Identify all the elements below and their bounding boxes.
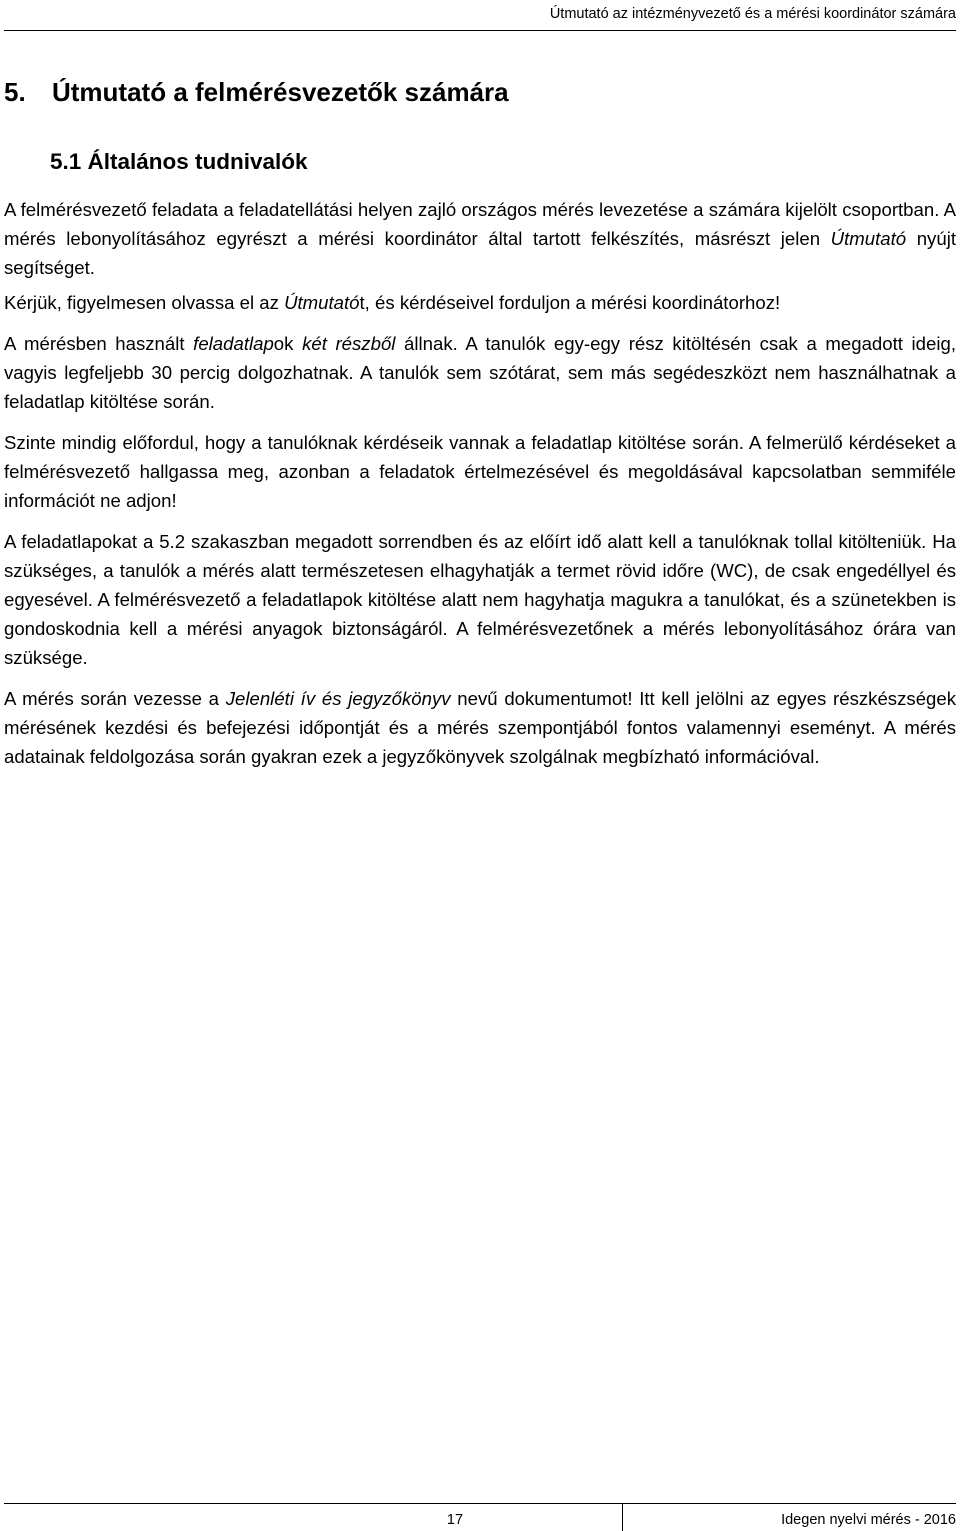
footer-rule: [4, 1503, 956, 1504]
section-title: Útmutató a felmérésvezetők számára: [52, 77, 509, 107]
paragraph-3: A mérésben használt feladatlapok két részből állnak. A tanulók egy-egy rész kitöltésén csak a megadott ideig, vagyis legfeljebb 30 percig dolgozhatnak. A tanulók sem szótárat, sem más segédeszközt nem használhatnak a feladatlap kitöltése során.: [4, 333, 956, 412]
paragraph-1: A felmérésvezető feladata a feladatellátási helyen zajló országos mérés levezetése a számára kijelölt csoportban. A mérés lebonyolításához egyrészt a mérési koordinátor által tartott felkészítés, másrészt jelen Útmutató nyújt segítséget.: [4, 199, 956, 278]
running-header: Útmutató az intézményvezető és a mérési koordinátor számára: [549, 6, 956, 22]
subsection-heading: 5.1 Általános tudnivalók: [50, 149, 308, 174]
emphasis-utmutato-2: Útmutató: [284, 292, 360, 313]
emphasis-jelenleti-iv: Jelenléti ív és jegyzőkönyv: [225, 688, 451, 709]
paragraph-2: Kérjük, figyelmesen olvassa el az Útmutatót, és kérdéseivel forduljon a mérési koordinátorhoz!: [4, 292, 781, 313]
header-rule: [4, 30, 956, 31]
paragraph-5: A feladatlapokat a 5.2 szakaszban megadott sorrendben és az előírt idő alatt kell a tanulóknak tollal kitölteniük. Ha szükséges, a tanulók a mérés alatt természetesen elhagyhatják a termet rövid időre (WC), de csak engedéllyel és egyesével. A felmérésvezető a feladatlapok kitöltése alatt nem hagyhatja magukra a tanulókat, és a szünetekben is gondoskodnia kell a mérési anyagok biztonságáról. A felmérésvezetőnek a mérés lebonyolításához órára van szüksége.: [4, 531, 956, 668]
section-heading: [4, 74, 509, 110]
section-number: 5.: [4, 77, 26, 107]
emphasis-utmutato: Útmutató: [830, 228, 907, 249]
footer-title: Idegen nyelvi mérés - 2016: [781, 1512, 956, 1528]
body-text: [4, 195, 956, 783]
emphasis-ket-reszbol: két részből: [302, 333, 396, 354]
emphasis-feladatlap: feladatlap: [193, 333, 274, 354]
paragraph-6: A mérés során vezesse a Jelenléti ív és jegyzőkönyv nevű dokumentumot! Itt kell jelölni az egyes részkészségek mérésének kezdési és befejezési időpontját és a mérés szempontjából fontos valamennyi eseményt. A mérés adatainak feldolgozása során gyakran ezek a jegyzőkönyvek szolgálnak megbízható információval.: [4, 688, 957, 767]
page-number: 17: [446, 1512, 464, 1528]
footer-divider: [622, 1503, 623, 1531]
paragraph-4: Szinte mindig előfordul, hogy a tanulóknak kérdéseik vannak a feladatlap kitöltése során. A felmerülő kérdéseket a felmérésvezető hallgassa meg, azonban a feladatok értelmezésével és megoldásával kapcsolatban semmiféle információt ne adjon!: [4, 432, 956, 511]
